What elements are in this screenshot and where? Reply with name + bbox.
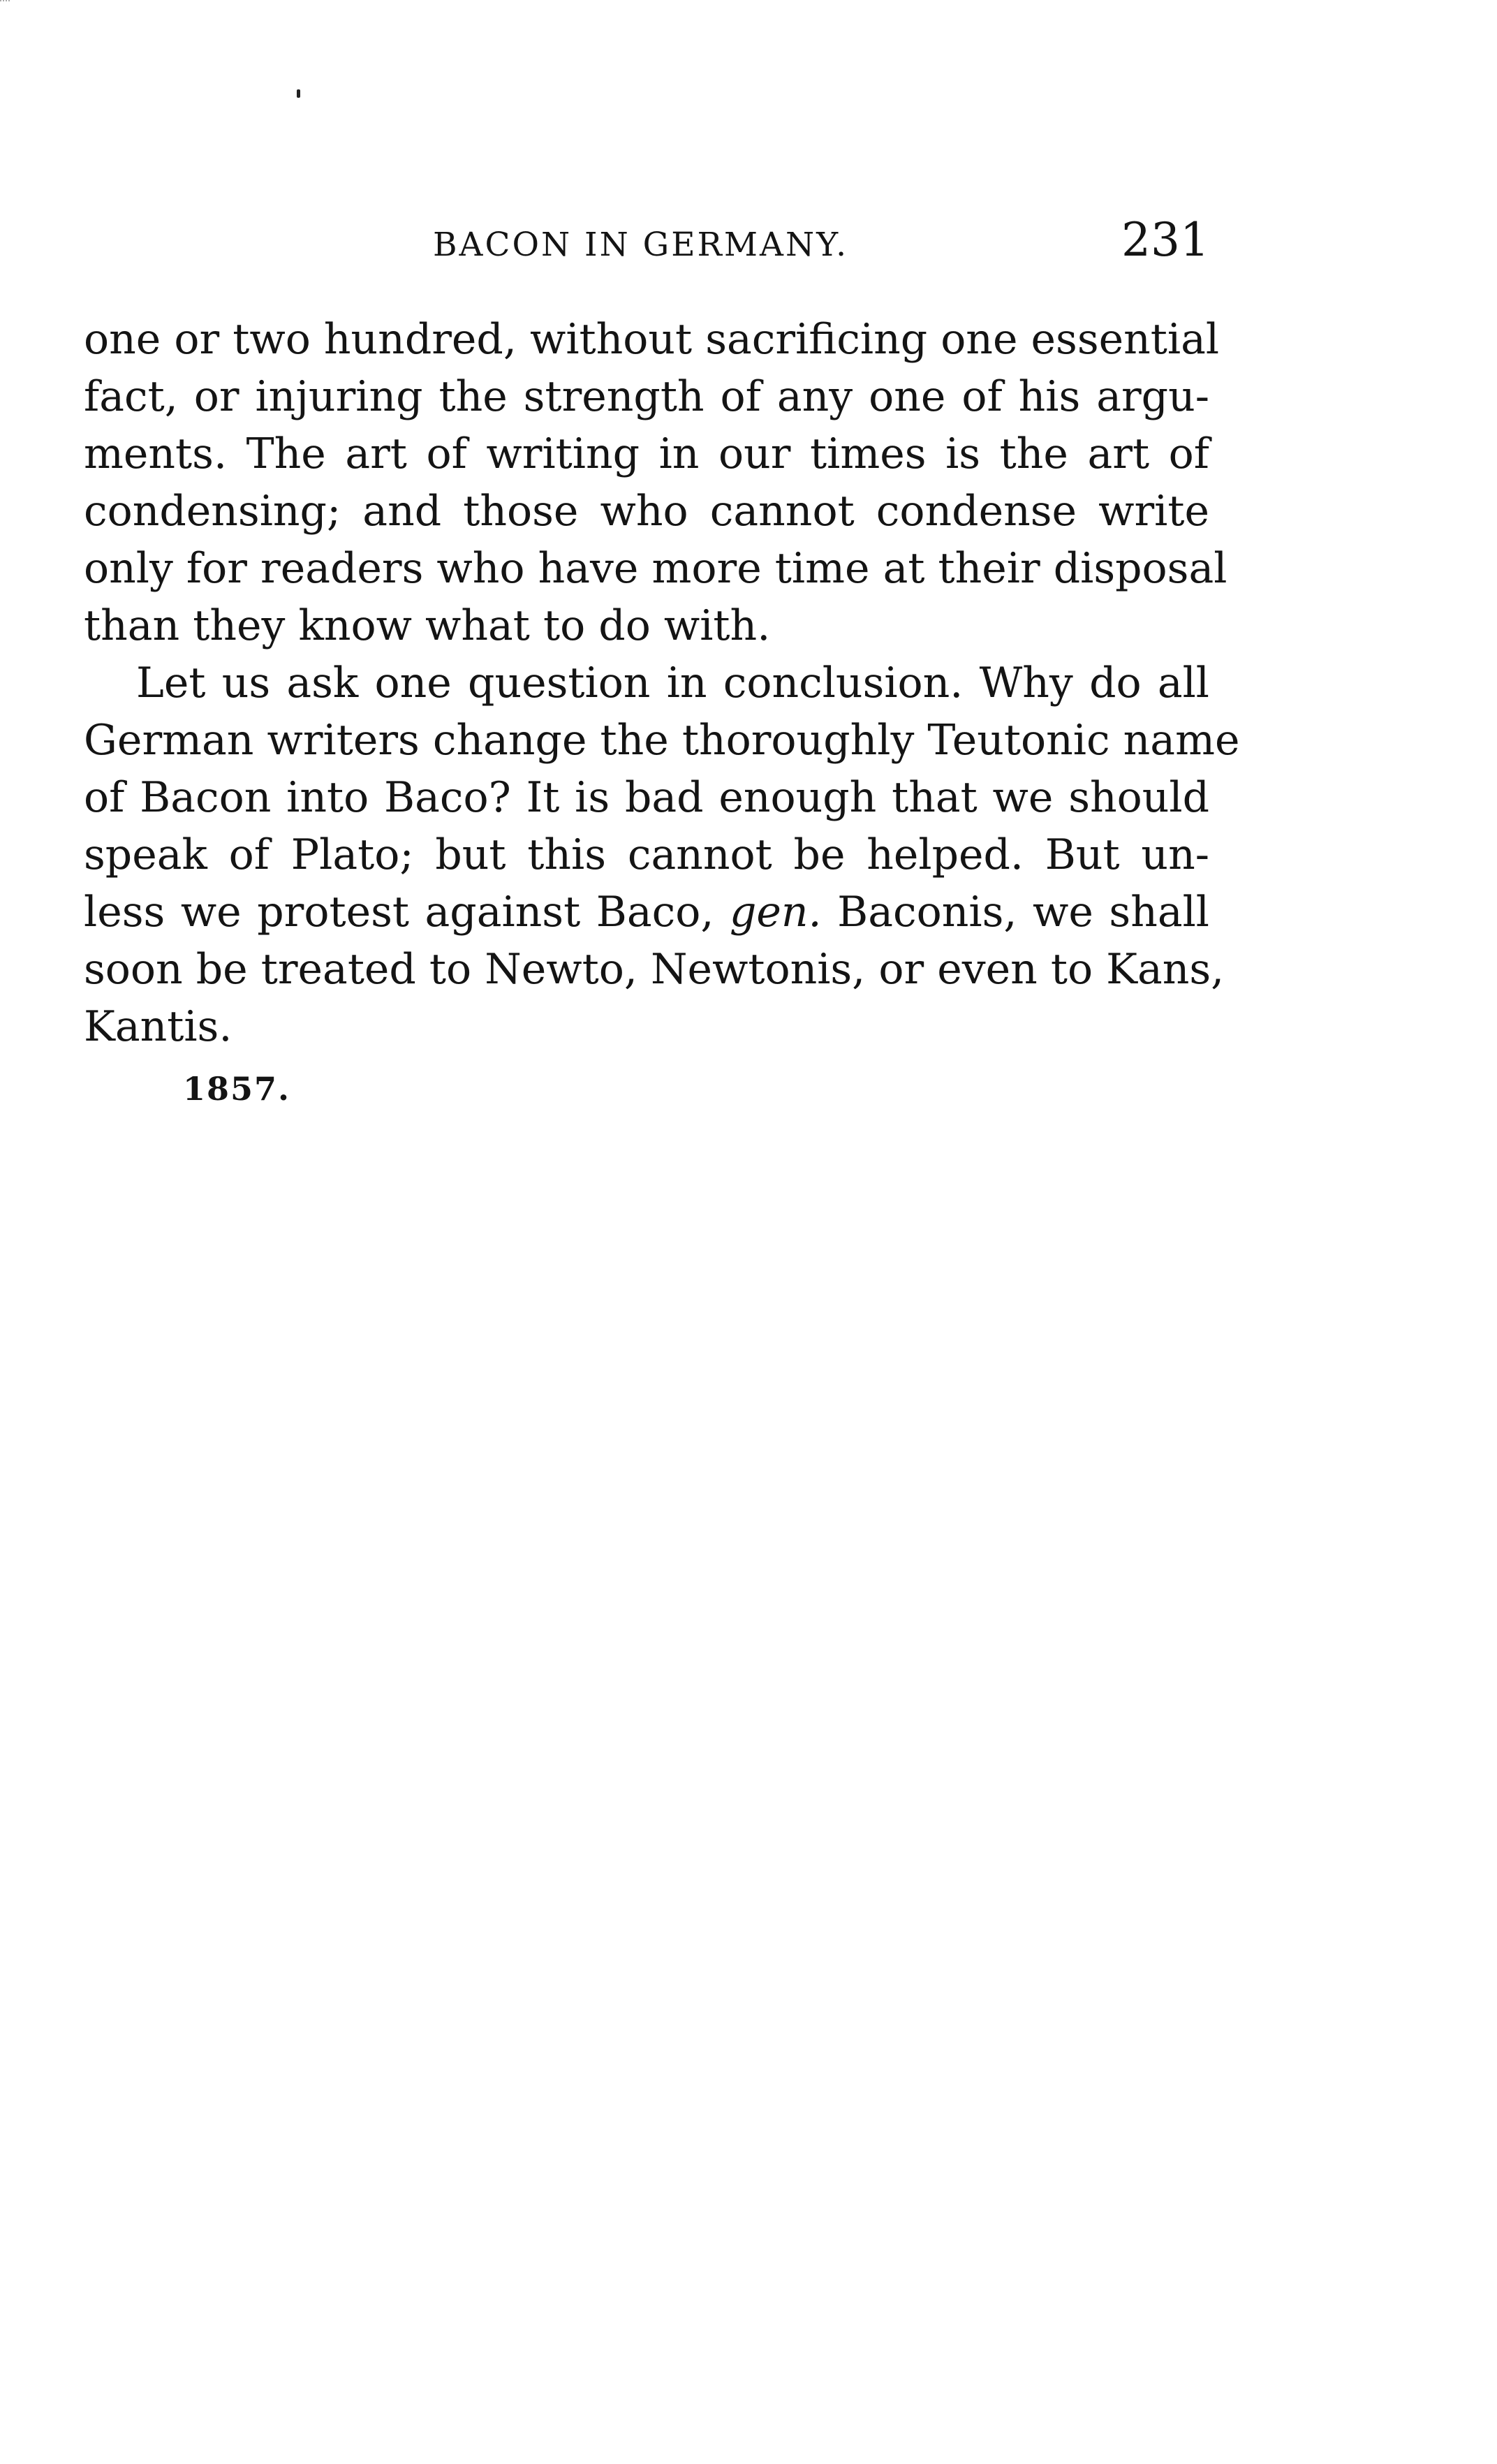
ink-speck	[297, 89, 300, 98]
running-title: BACON IN GERMANY.	[433, 226, 849, 264]
text-line: condensing; and those who cannot condense write	[84, 487, 1209, 536]
scan-artifact	[0, 0, 10, 4]
text-line: one or two hundred, without sacrificing one essential	[84, 315, 1220, 364]
paragraph-1	[84, 311, 1227, 654]
paragraph-2	[84, 654, 1240, 1055]
text-line: than they know what to do with.	[84, 601, 771, 650]
text-line: Let us ask one question in conclusion. Why do all	[136, 659, 1209, 707]
italic-abbreviation: gen.	[729, 888, 822, 937]
text-line: speak of Plato; but this cannot be helped. But un-	[84, 830, 1209, 879]
date-stamp: 1857.	[183, 1070, 291, 1108]
text-segment: less we protest against Baco,	[84, 888, 714, 937]
text-segment: Baconis, we shall	[837, 888, 1209, 937]
text-line: of Bacon into Baco? It is bad enough that we should	[84, 773, 1209, 822]
text-line: only for readers who have more time at their disposal	[84, 544, 1227, 593]
body-text	[84, 311, 1240, 1055]
running-head	[84, 213, 1209, 276]
text-line: German writers change the thoroughly Teutonic name	[84, 716, 1240, 765]
text-line: fact, or injuring the strength of any one of his argu-	[84, 372, 1209, 421]
text-line: Kantis.	[84, 1002, 233, 1051]
text-line: ments. The art of writing in our times is the art of	[84, 430, 1209, 478]
page-number: 231	[1121, 213, 1209, 267]
text-line: soon be treated to Newto, Newtonis, or even to Kans,	[84, 945, 1225, 994]
text-line	[84, 883, 1209, 941]
